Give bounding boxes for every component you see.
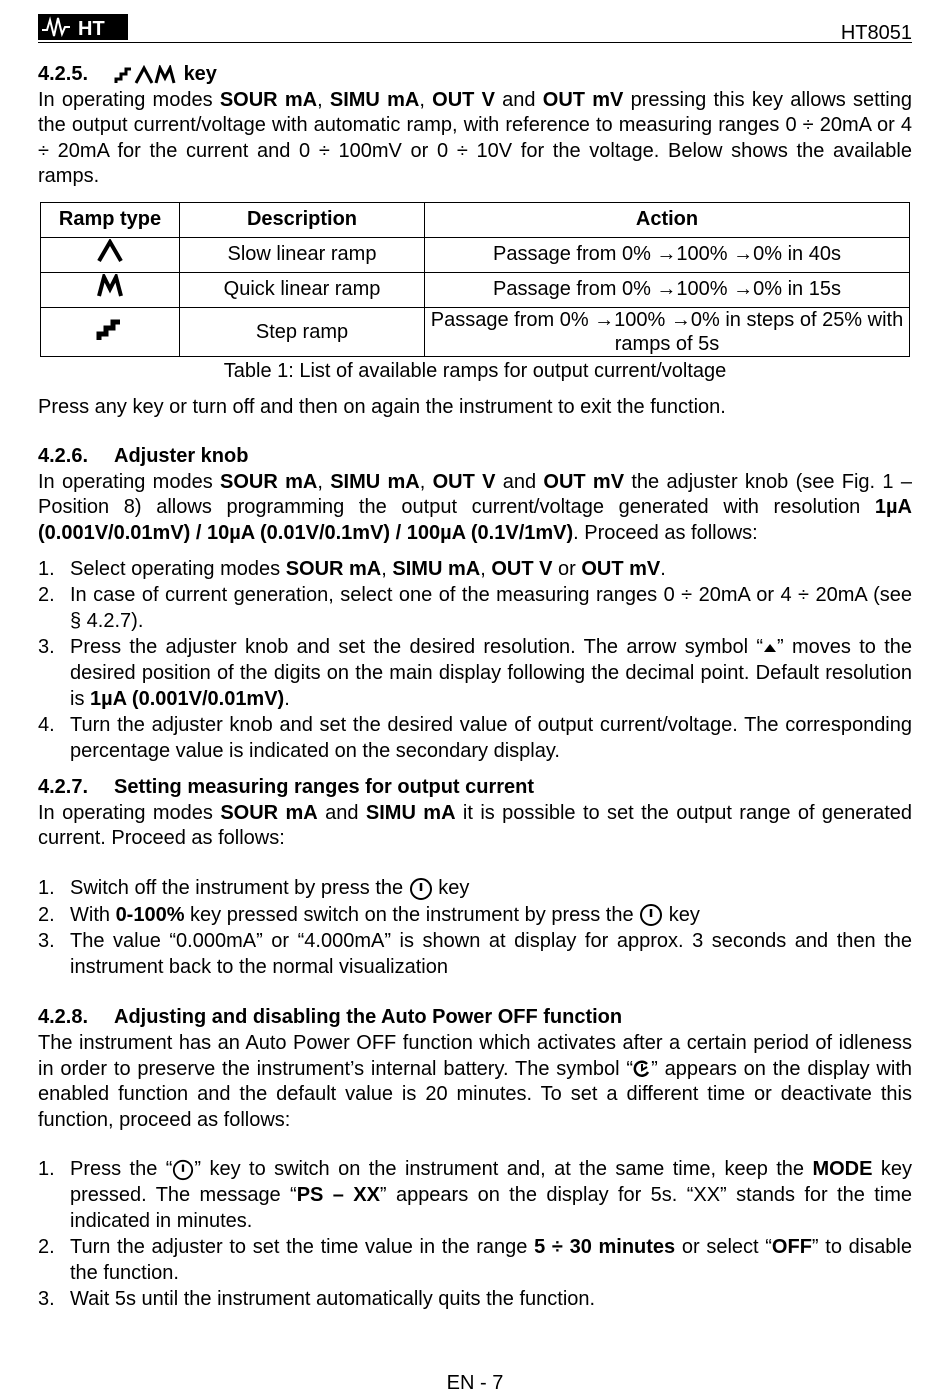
list-item: 2. Turn the adjuster to set the time value in the range 5 ÷ 30 minutes or select “OFF” to disable the function. (38, 1236, 913, 1284)
table-header: Description (180, 202, 425, 237)
list-item: 2. In case of current generation, select one of the measuring ranges 0 ÷ 20mA or 4 ÷ 20mA (see § 4.2.7). (38, 584, 912, 632)
table-cell: Step ramp (180, 307, 425, 356)
exit-function-paragraph: Press any key or turn off and then on again the instrument to exit the function. (38, 395, 726, 418)
table-cell: Passage from 0% →100% →0% in steps of 25% with ramps of 5s (425, 307, 910, 356)
table-row (41, 272, 910, 307)
table-row (41, 237, 910, 272)
page-content (38, 62, 912, 1314)
logo-text: HT (78, 18, 105, 40)
auto-power-off-steps (38, 1157, 912, 1313)
table-caption: Table 1: List of available ramps for output current/voltage (223, 359, 727, 382)
quick-ramp-icon (95, 274, 125, 298)
table-header-row (41, 202, 910, 237)
table-cell: Slow linear ramp (180, 237, 425, 272)
slow-ramp-icon (95, 239, 125, 263)
list-item: 1. Switch off the instrument by press the key (38, 877, 470, 900)
ramps-table (40, 202, 910, 357)
power-icon (409, 877, 433, 901)
page-number: EN - 7 (446, 1372, 504, 1394)
section-4-2-7-heading: 4.2.7. Setting measuring ranges for output current (38, 776, 535, 799)
section-4-2-6-heading: 4.2.6. Adjuster knob (38, 445, 249, 468)
table-header: Ramp type (41, 202, 180, 237)
section-4-2-7-paragraph: In operating modes SOUR mA and SIMU mA it is possible to set the output range of generated current. Proceed as follows: (38, 801, 912, 850)
table-cell: Quick linear ramp (180, 272, 425, 307)
ht-logo-icon (38, 14, 128, 40)
arrow-up-icon (763, 642, 777, 654)
power-icon (639, 903, 663, 927)
step-ramp-icon (95, 316, 125, 342)
table-header: Action (425, 202, 910, 237)
section-title: key (183, 63, 217, 85)
list-item: 1. Press the “ ” key to switch on the instrument and, at the same time, keep the MODE key pressed. The message “PS – XX” appears on the display for 5s. “XX” stands for the time indicated in minutes. (38, 1158, 913, 1232)
table-row (41, 307, 910, 356)
table-cell: Passage from 0% →100% →0% in 40s (425, 237, 910, 272)
list-item: 3. Press the adjuster knob and set the desired resolution. The arrow symbol “ ” moves to the desired position of the digits on the main display following the decimal point. Default resolution is 1µA (0.001V/0.01mV). (38, 636, 912, 710)
document-code: HT8051 (840, 22, 912, 44)
auto-off-icon (633, 1060, 651, 1078)
section-number: 4.2.5. (38, 63, 89, 85)
list-item: 2. With 0-100% key pressed switch on the instrument by press the key (38, 903, 700, 926)
list-item: 3. The value “0.000mA” or “4.000mA” is shown at display for approx. 3 seconds and then the instrument back to the normal visualization (38, 930, 912, 978)
ramp-symbols-icon (114, 65, 178, 85)
section-4-2-5-heading (38, 62, 912, 88)
list-item: 4. Turn the adjuster knob and set the desired value of output current/voltage. The corresponding percentage value is indicated on the secondary display. (38, 714, 912, 762)
table-cell: Passage from 0% →100% →0% in 15s (425, 272, 910, 307)
list-item: 1. Select operating modes SOUR mA, SIMU mA, OUT V or OUT mV. (38, 557, 666, 580)
section-4-2-6-paragraph: In operating modes SOUR mA, SIMU mA, OUT V and OUT mV the adjuster knob (see Fig. 1 – Position 8) allows programming the output current/voltage generated with resolution 1µA (0.001V/0.01mV) / 10µA (0.01V/0.1mV) / 100µA (0.1V/1mV). Proceed as follows: (38, 470, 912, 544)
adjuster-knob-steps (38, 557, 912, 765)
power-icon (172, 1159, 194, 1181)
page-header (38, 8, 912, 43)
section-4-2-5-paragraph: In operating modes SOUR mA, SIMU mA, OUT V and OUT mV pressing this key allows setting the output current/voltage with automatic ramp, with reference to measuring ranges 0 ÷ 20mA or 4 ÷ 20mA for the current and 0 ÷ 100mV or 0 ÷ 10V for the voltage. Below shows the available ramps. (38, 88, 912, 188)
range-setting-steps (38, 876, 912, 980)
section-4-2-8-paragraph: The instrument has an Auto Power OFF function which activates after a certain period of idleness in order to preserve the instrument’s internal battery. The symbol “ ” appears on the display with enabled function and the default value is 20 minutes. To set a different time or deactivate this function, proceed as follows: (38, 1032, 913, 1131)
section-4-2-8-heading: 4.2.8. Adjusting and disabling the Auto Power OFF function (38, 1006, 623, 1029)
list-item: 3. Wait 5s until the instrument automatically quits the function. (38, 1288, 596, 1311)
